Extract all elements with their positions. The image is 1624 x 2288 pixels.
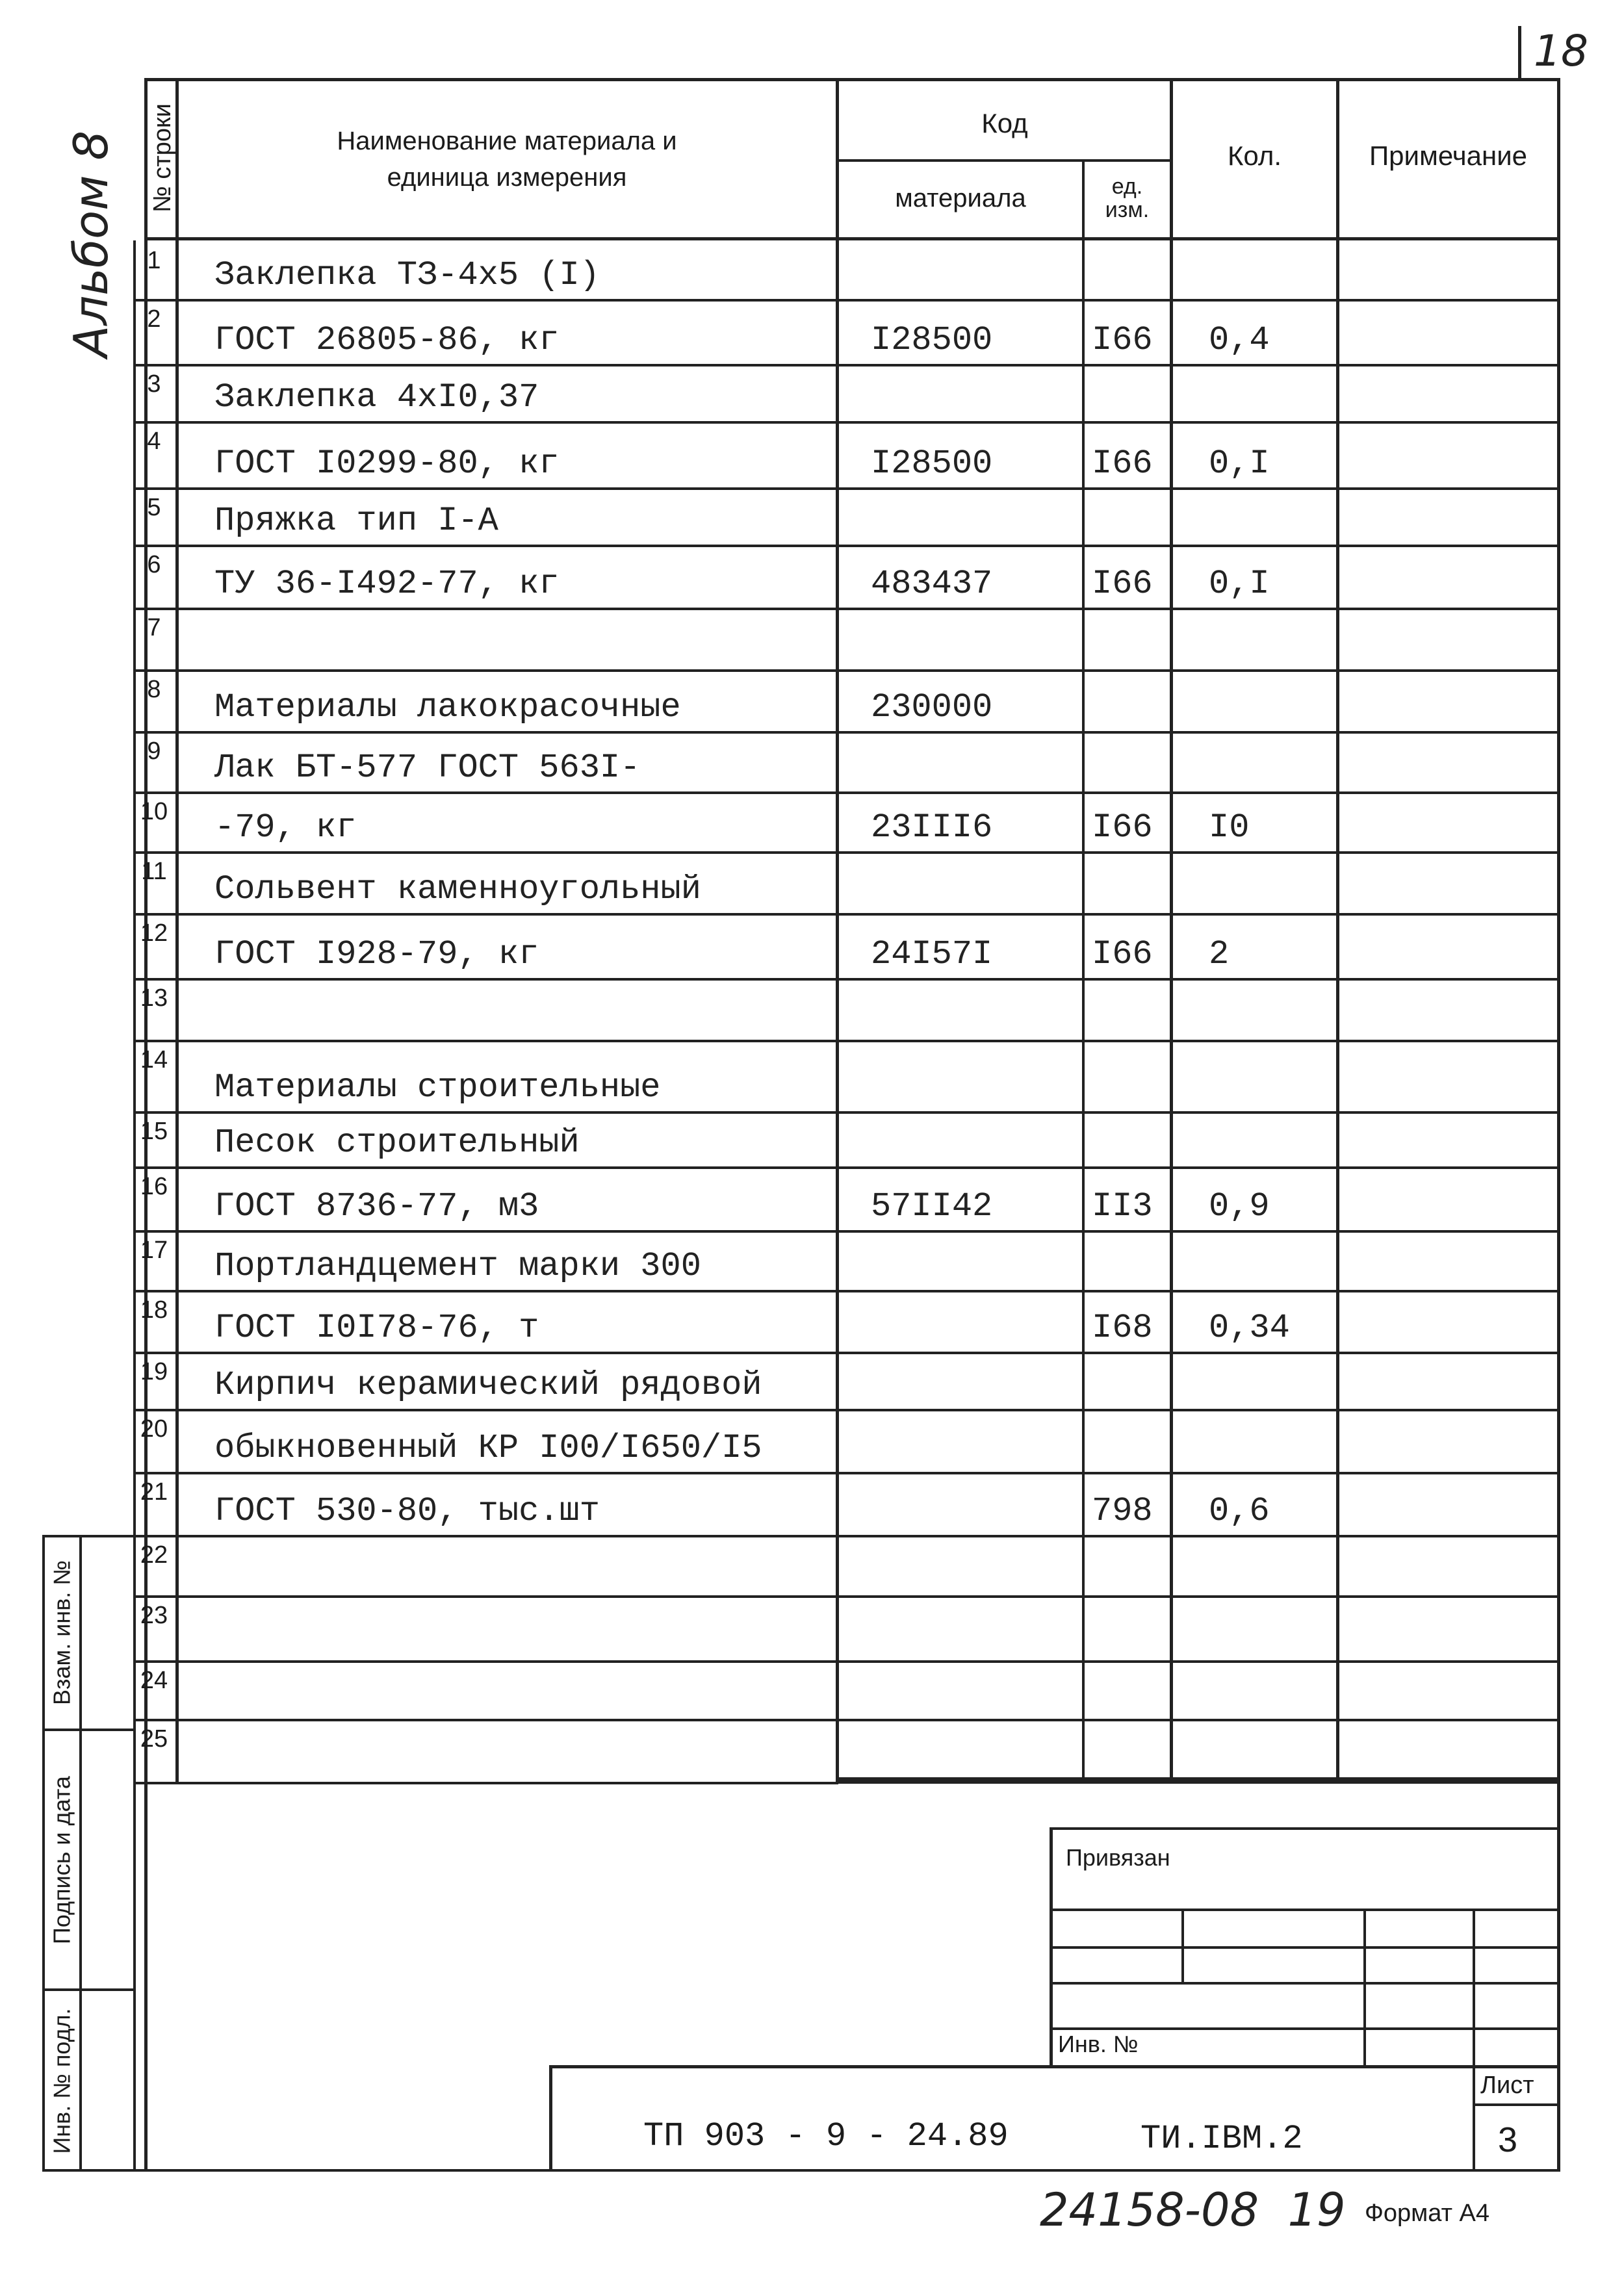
row-number: 12: [140, 919, 168, 947]
row-number: 24: [140, 1667, 168, 1694]
cell-code: I28500: [871, 321, 993, 359]
cell-unit: I66: [1092, 444, 1153, 483]
cell-name: ГОСТ I0299-80, кг: [214, 444, 560, 483]
cell-code: I28500: [871, 444, 993, 483]
cell-name: ГОСТ I928-79, кг: [214, 935, 539, 973]
cell-name: ГОСТ I0I78-76, т: [214, 1309, 539, 1347]
cell-name: Песок строительный: [214, 1124, 580, 1162]
sheet-number: 3: [1498, 2120, 1518, 2159]
cell-name: ТУ 36-I492-77, кг: [214, 565, 560, 603]
stamp-podpis-data: Подпись и дата: [48, 1776, 75, 1944]
row-number: 3: [147, 370, 161, 398]
stamp-inv-podl: Инв. № подл.: [48, 2008, 75, 2154]
cell-name: Портландцемент марки 300: [214, 1247, 701, 1285]
row-number: 2: [147, 305, 161, 333]
cell-qty: 0,34: [1209, 1309, 1290, 1347]
cell-unit: I66: [1092, 935, 1153, 973]
cell-qty: 0,6: [1209, 1492, 1270, 1530]
row-number: 20: [140, 1415, 168, 1443]
header-unit-line2: изм.: [1105, 198, 1150, 222]
sheet-label: Лист: [1480, 2072, 1534, 2099]
header-qty: Кол.: [1227, 140, 1282, 171]
cell-name: Заклепка ТЗ-4х5 (I): [214, 256, 600, 294]
row-number: 1: [147, 247, 161, 274]
header-name-col: [179, 117, 835, 201]
row-number: 4: [147, 428, 161, 455]
doc-suffix: ТИ.IВМ.2: [1141, 2120, 1303, 2158]
row-number: 11: [141, 858, 167, 885]
album-label: Альбом 8: [64, 130, 118, 357]
cell-name: Пряжка тип I-А: [214, 502, 498, 540]
row-number: 6: [147, 551, 161, 578]
inv-no-label: Инв. №: [1058, 2031, 1139, 2057]
row-number: 15: [140, 1118, 168, 1145]
cell-name: -79, кг: [214, 808, 357, 847]
cell-name: Материалы строительные: [214, 1068, 661, 1107]
cell-qty: 0,I: [1209, 444, 1270, 483]
header-material-code: материала: [895, 183, 1026, 212]
cell-code: 24I57I: [871, 935, 993, 973]
row-number: 23: [140, 1602, 168, 1629]
row-number: 14: [140, 1046, 168, 1073]
cell-qty: 0,9: [1209, 1187, 1270, 1226]
cell-unit: I68: [1092, 1309, 1153, 1347]
archive-number: 24158-08 19: [1040, 2183, 1346, 2237]
cell-qty: 2: [1209, 935, 1230, 973]
doc-code: ТП 903 - 9 - 24.89: [643, 2117, 1009, 2155]
row-number: 13: [140, 984, 168, 1012]
cell-name: ГОСТ 530-80, тыс.шт: [214, 1492, 600, 1530]
cell-name: Материалы лакокрасочные: [214, 688, 681, 726]
header-row-no: № строки: [149, 103, 176, 212]
privyazan-label: Привязан: [1066, 1844, 1170, 1871]
cell-unit: II3: [1092, 1187, 1153, 1226]
row-number: 10: [140, 798, 168, 825]
row-number: 7: [147, 614, 161, 641]
row-number: 5: [147, 494, 161, 521]
cell-unit: I66: [1092, 565, 1153, 603]
cell-name: Сольвент каменноугольный: [214, 870, 701, 908]
header-name-line2: единица измерения: [387, 163, 627, 192]
page-number: 18: [1534, 26, 1588, 76]
row-number: 17: [140, 1237, 168, 1264]
cell-code: 23III6: [871, 808, 993, 847]
row-number: 21: [140, 1478, 168, 1506]
row-number: 22: [140, 1541, 168, 1569]
row-number: 19: [140, 1358, 168, 1385]
row-number: 18: [140, 1296, 168, 1324]
cell-unit: I66: [1092, 808, 1153, 847]
cell-qty: 0,4: [1209, 321, 1270, 359]
cell-code: 57II42: [871, 1187, 993, 1226]
row-number: 25: [140, 1725, 168, 1753]
cell-name: Кирпич керамический рядовой: [214, 1366, 762, 1404]
cell-unit: I66: [1092, 321, 1153, 359]
header-note: Примечание: [1369, 140, 1528, 171]
cell-unit: 798: [1092, 1492, 1153, 1530]
row-number: 9: [147, 738, 161, 765]
header-code: Код: [981, 108, 1028, 138]
cell-name: Лак БТ-577 ГОСТ 563I-: [214, 749, 641, 787]
cell-qty: 0,I: [1209, 565, 1270, 603]
header-unit: [1085, 166, 1170, 231]
row-number: 8: [147, 676, 161, 703]
header-name-line1: Наименование материала и: [337, 127, 677, 155]
cell-name: ГОСТ 26805-86, кг: [214, 321, 560, 359]
cell-code: 230000: [871, 688, 993, 726]
stamp-vzam-inv: Взам. инв. №: [48, 1560, 75, 1706]
header-unit-line1: ед.: [1111, 174, 1143, 199]
cell-code: 483437: [871, 565, 993, 603]
cell-name: Заклепка 4хI0,37: [214, 378, 539, 417]
format-label: Формат А4: [1365, 2200, 1490, 2227]
cell-name: ГОСТ 8736-77, м3: [214, 1187, 539, 1226]
row-number: 16: [140, 1173, 168, 1200]
cell-name: обыкновенный КР I00/I650/I5: [214, 1429, 762, 1467]
cell-qty: I0: [1209, 808, 1250, 847]
